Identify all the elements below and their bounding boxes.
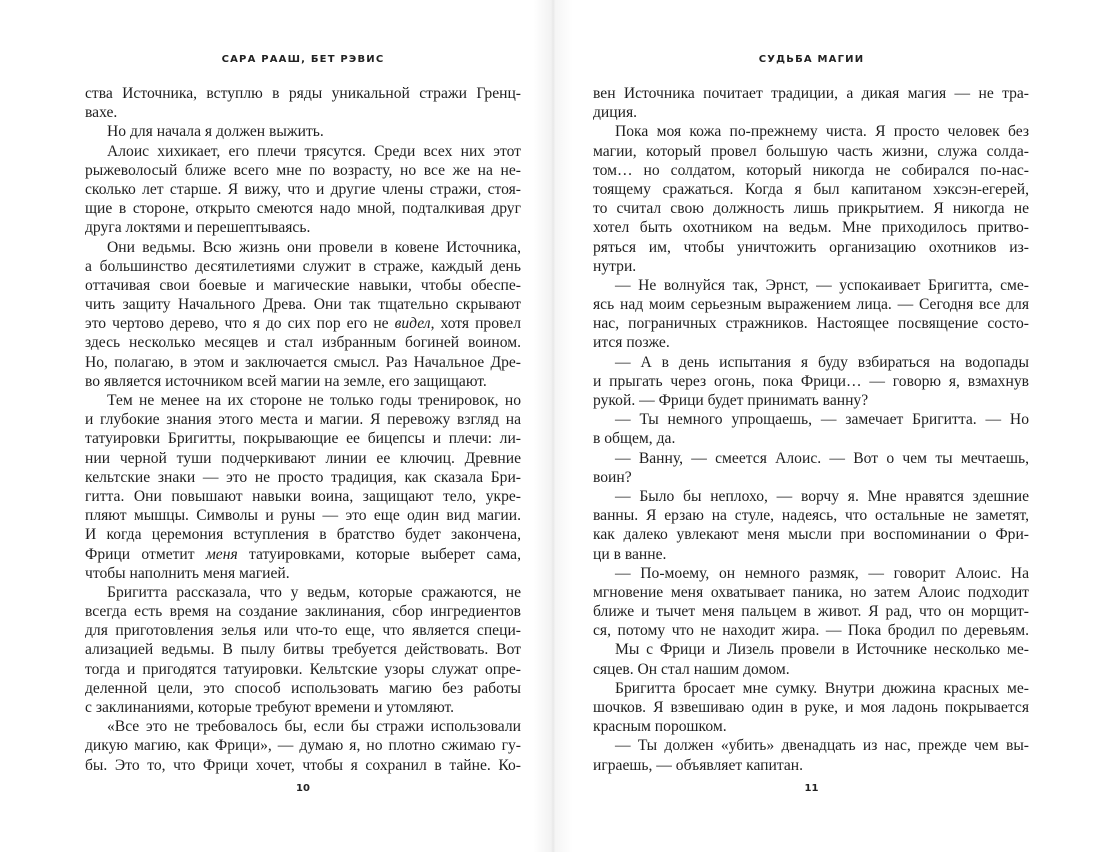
text-segment: Фрици отметит <box>85 545 206 563</box>
text-line <box>85 640 521 659</box>
text-line <box>85 679 521 698</box>
text-line <box>85 621 521 640</box>
text-segment: играешь, — объявляет капитан. <box>593 756 804 774</box>
text-segment: гитта. Они повышают навыки воина, защищают тело, укре- <box>85 487 521 505</box>
text-line <box>593 122 1029 141</box>
text-segment: ства Источника, вступлю в ряды уникальной стражи Гренц- <box>85 85 521 102</box>
page-text-left <box>85 84 521 775</box>
text-segment: с заклинаниями, которые требуют времени и утомляют. <box>85 699 455 716</box>
text-segment: хотел быть охотником на ведьм. Мне приходилось притво- <box>593 219 1029 237</box>
text-line <box>593 449 1029 468</box>
text-line <box>593 698 1029 717</box>
text-line <box>593 103 1029 122</box>
left-page <box>0 0 553 852</box>
text-segment: татуировками, которые выберет сама, <box>237 545 521 563</box>
running-head-authors: САРА РААШ, БЕТ РЭВИС <box>221 54 385 65</box>
text-line <box>85 525 521 544</box>
text-line <box>593 314 1029 333</box>
text-line <box>85 199 521 218</box>
text-line <box>593 276 1029 295</box>
text-line <box>593 391 1029 410</box>
text-segment: ци в ванне. <box>593 545 667 563</box>
text-line <box>593 410 1029 429</box>
text-line <box>593 583 1029 602</box>
text-segment: в общем, да. <box>593 430 676 448</box>
text-line <box>85 295 521 314</box>
text-line <box>593 660 1029 679</box>
text-segment: для приготовления зелья или что-то еще, что является специ- <box>85 622 521 640</box>
text-segment: — Было бы неплохо, — ворчу я. Мне нравятся здешние <box>615 487 1029 505</box>
text-segment: — Не волнуйся так, Эрнст, — успокаивает Бригитта, сме- <box>615 276 1029 294</box>
text-segment: и прыгать через огонь, пока Фрици… — говорю я, взмахнув <box>593 372 1029 390</box>
text-segment: тоящему сражаться. Когда я был капитаном хэксэн-егерей, <box>593 180 1029 198</box>
text-segment: то считал свою должность лишь прикрытием. Я никогда не <box>593 200 1029 218</box>
text-segment: ближе и тычет меня пальцем в живот. Я рад, что он морщит- <box>593 603 1029 621</box>
text-line <box>85 602 521 621</box>
text-line <box>593 161 1029 180</box>
text-line <box>593 621 1029 640</box>
text-line <box>85 142 521 161</box>
right-page <box>553 0 1113 852</box>
text-line <box>85 180 521 199</box>
text-line <box>593 487 1029 506</box>
text-segment: вахе. <box>85 104 118 122</box>
text-segment: том… но солдатом, который никогда не собирался по-нас- <box>593 161 1029 179</box>
text-segment: кельтские знаки — это не просто традиция, как сказала Бри- <box>85 468 521 486</box>
italic-text: видел <box>394 315 431 333</box>
text-line <box>85 372 521 391</box>
text-segment: шочков. Я взвешиваю один в руке, и моя ладонь покрывается <box>593 699 1029 716</box>
text-line <box>85 257 521 276</box>
text-segment: ванны. Я ерзаю на стуле, надеясь, что остальные не заметят, <box>593 507 1029 525</box>
text-line <box>593 756 1029 775</box>
text-line <box>593 218 1029 237</box>
italic-text: меня <box>205 545 238 563</box>
text-line <box>593 238 1029 257</box>
text-segment: чтобы наполнить меня магией. <box>85 564 290 582</box>
text-segment: Алоис хихикает, его плечи трясутся. Среди всех них этот <box>107 142 521 160</box>
text-line <box>593 372 1029 391</box>
text-line <box>85 564 521 583</box>
page-text-right <box>593 84 1029 775</box>
text-segment: и глубокие знания этого места и магии. Я перевожу взгляд на <box>85 411 521 429</box>
text-line <box>85 756 521 775</box>
text-line <box>85 506 521 525</box>
text-segment: нии черной туши подчеркивают линии ее ключиц. Древние <box>85 449 521 467</box>
text-line <box>85 353 521 372</box>
text-line <box>85 238 521 257</box>
text-segment: нас, пограничных стражников. Настоящее посвящение состо- <box>593 315 1029 333</box>
text-line <box>593 429 1029 448</box>
text-line <box>593 180 1029 199</box>
text-line <box>85 84 521 103</box>
text-segment: Пока моя кожа по-прежнему чиста. Я просто человек без <box>615 123 1029 141</box>
text-line <box>85 122 521 141</box>
text-segment: нутри. <box>593 257 637 275</box>
text-line <box>593 525 1029 544</box>
text-line <box>593 353 1029 372</box>
text-segment: тогда и пригодятся татуировки. Кельтские узоры служат опре- <box>85 660 521 678</box>
text-segment: Мы с Фрици и Лизель провели в Источнике несколько ме- <box>615 641 1029 659</box>
text-segment: мгновение меня охватывает паника, но затем Алоис подходит <box>593 583 1029 601</box>
text-line <box>593 468 1029 487</box>
text-segment: деленной цели, это способ использовать магию без работы <box>85 679 521 697</box>
text-segment: ряться им, чтобы уничтожить организацию охотников из- <box>593 238 1029 256</box>
text-line <box>593 717 1029 736</box>
text-line <box>593 199 1029 218</box>
text-segment: как далеко увлекают меня мысли при воспоминании о Фри- <box>593 526 1029 544</box>
text-segment: Но для начала я должен выжить. <box>107 123 324 141</box>
text-line <box>85 736 521 755</box>
text-segment: дикую магию, как Фрици», — думаю я, но плотно сжимаю гу- <box>85 737 521 755</box>
text-line <box>85 410 521 429</box>
text-segment: друга локтями и перешептываясь. <box>85 219 311 237</box>
text-line <box>85 333 521 352</box>
text-line <box>85 161 521 180</box>
page-number-left: 10 <box>296 783 310 794</box>
text-segment: пляют мышцы. Символы и руны — это еще один вид магии. <box>85 507 521 525</box>
text-line <box>85 583 521 602</box>
text-segment: — Ты должен «убить» двенадцать из нас, прежде чем вы- <box>615 737 1029 755</box>
text-line <box>85 429 521 448</box>
text-line <box>593 736 1029 755</box>
text-line <box>85 545 521 564</box>
text-line <box>593 564 1029 583</box>
text-segment: бы. Это то, что Фрици хочет, чтобы я сохранил в тайне. Ко- <box>85 756 521 774</box>
running-head-title: СУДЬБА МАГИИ <box>758 54 865 65</box>
text-segment: — А в день испытания я буду взбираться на водопады <box>615 353 1029 371</box>
text-segment: татуировки Бригитты, покрывающие ее бицепсы и плечи: ли- <box>85 430 521 448</box>
text-line <box>593 295 1029 314</box>
text-segment: — По-моему, он немного размяк, — говорит Алоис. На <box>615 564 1029 582</box>
text-segment: — Ты немного упрощаешь, — замечает Бригитта. — Но <box>615 411 1029 429</box>
text-line <box>85 218 521 237</box>
text-line <box>593 679 1029 698</box>
text-segment: сколько лет старше. Я вижу, что и другие члены стражи, стоя- <box>85 180 521 198</box>
text-line <box>593 142 1029 161</box>
page-number-right: 11 <box>804 783 819 794</box>
text-segment: оттачивая свои боевые и магические навыки, чтобы обеспе- <box>85 276 521 294</box>
text-line <box>593 640 1029 659</box>
text-segment: во является источником всей магии на земле, его защищают. <box>85 372 487 390</box>
text-segment: рыжеволосый ближе всего мне по возрасту, но все же на не- <box>85 161 521 179</box>
text-line <box>593 506 1029 525</box>
text-segment: магии, который провел большую часть жизни, служа солда- <box>593 142 1029 160</box>
text-line <box>593 84 1029 103</box>
text-segment: а большинство десятилетиями служит в страже, каждый день <box>85 257 521 275</box>
text-line <box>85 487 521 506</box>
text-line <box>85 717 521 736</box>
text-line <box>593 333 1029 352</box>
text-segment: ализацией ведьмы. В пылу битвы требуется действовать. Вот <box>85 641 521 659</box>
text-segment: это чертово дерево, что я до сих пор его не <box>85 315 395 333</box>
text-segment: всегда есть время на создание заклинания, сбор ингредиентов <box>85 603 521 621</box>
book-spine-shadow <box>533 0 573 852</box>
text-segment: ся, потому что не находит жира. — Пока бродил по деревьям. <box>593 622 1029 640</box>
text-segment: чить защиту Начального Древа. Они так тщательно скрывают <box>85 296 521 314</box>
text-line <box>85 449 521 468</box>
text-segment: И когда церемония вступления в братство будет закончена, <box>85 526 521 544</box>
text-segment: здесь несколько месяцев и стал избранным богиней воином. <box>85 334 521 352</box>
text-segment: Тем не менее на их стороне не только годы тренировок, но <box>107 392 521 409</box>
text-segment: Бригитта рассказала, что у ведьм, которые сражаются, не <box>107 583 521 601</box>
text-line <box>593 257 1029 276</box>
text-segment: ясь над моим серьезным выражением лица. — Сегодня все для <box>593 296 1029 314</box>
text-segment: рукой. — Фрици будет принимать ванну? <box>593 392 869 409</box>
text-segment: диция. <box>593 104 638 122</box>
text-segment: Бригитта бросает мне сумку. Внутри дюжина красных ме- <box>615 679 1029 697</box>
text-segment: щие в стороне, открыто смеются надо мной, подталкивая друг <box>85 200 521 218</box>
text-segment: красным порошком. <box>593 718 727 736</box>
text-segment: — Ванну, — смеется Алоис. — Вот о чем ты мечтаешь, <box>615 449 1029 467</box>
text-segment: «Все это не требовалось бы, если бы стражи использовали <box>107 718 521 736</box>
text-line <box>593 602 1029 621</box>
text-segment: ится позже. <box>593 334 670 352</box>
text-segment: сяцев. Он стал нашим домом. <box>593 660 790 678</box>
text-segment: воин? <box>593 468 632 486</box>
text-line <box>593 545 1029 564</box>
text-line <box>85 468 521 487</box>
text-segment: вен Источника почитает традиции, а дикая магия — не тра- <box>593 85 1029 102</box>
text-line <box>85 698 521 717</box>
text-line <box>85 660 521 679</box>
text-line <box>85 276 521 295</box>
text-segment: Они ведьмы. Всю жизнь они провели в ковене Источника, <box>107 238 521 256</box>
text-line <box>85 103 521 122</box>
text-segment: Но, полагаю, в этом и заключается смысл. Раз Начальное Дре- <box>85 353 521 371</box>
text-line <box>85 314 521 333</box>
text-line <box>85 391 521 410</box>
text-segment: , хотя провел <box>430 315 521 333</box>
